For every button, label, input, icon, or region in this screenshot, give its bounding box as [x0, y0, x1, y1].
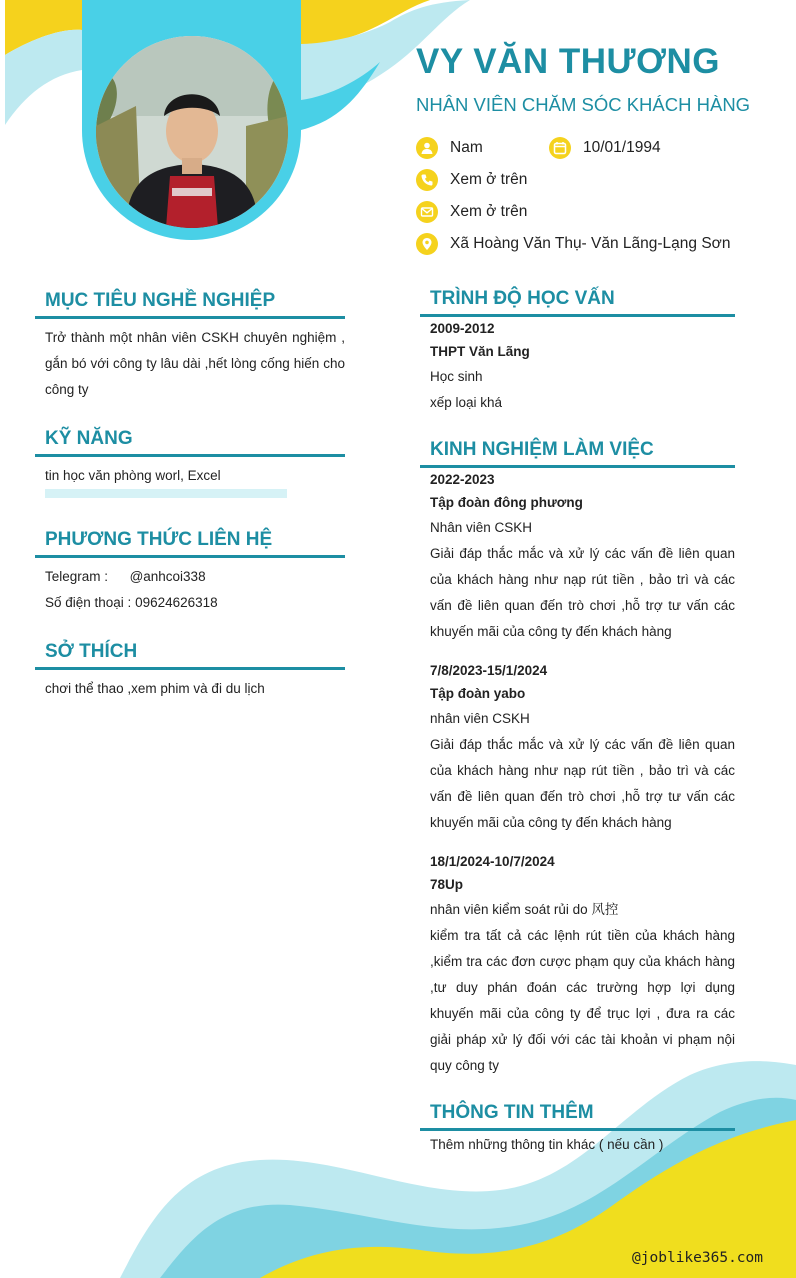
job-period: 2022-2023 — [430, 472, 495, 487]
profile-photo — [96, 36, 288, 228]
hobbies-rule — [35, 667, 345, 670]
job-period: 18/1/2024-10/7/2024 — [430, 854, 555, 869]
skills-title: KỸ NĂNG — [45, 428, 133, 449]
objective-rule — [35, 316, 345, 319]
address-row — [416, 233, 730, 255]
birthday-value: 10/01/1994 — [583, 139, 661, 156]
gender-row — [416, 137, 483, 159]
address-value: Xã Hoàng Văn Thụ- Văn Lãng-Lạng Sơn — [450, 235, 731, 252]
phone-icon — [416, 169, 438, 191]
extra-title: THÔNG TIN THÊM — [430, 1102, 594, 1123]
skill-item: tin học văn phòng worl, Excel — [45, 468, 221, 483]
job-position: nhân viên kiểm soát rủi do 风控 — [430, 902, 619, 917]
job-period: 7/8/2023-15/1/2024 — [430, 663, 548, 678]
email-row — [416, 201, 527, 223]
contact-rule — [35, 555, 345, 558]
objective-title: MỤC TIÊU NGHỀ NGHIỆP — [45, 290, 276, 311]
extra-text: Thêm những thông tin khác ( nếu cần ) — [430, 1137, 664, 1152]
education-role: Học sinh — [430, 369, 483, 384]
objective-text: Trở thành một nhân viên CSKH chuyên nghiệm , gắn bó với công ty lâu dài ,hết lòng cống hiến cho công ty — [45, 330, 345, 397]
experience-title: KINH NGHIỆM LÀM VIỆC — [430, 439, 654, 460]
education-school: THPT Văn Lãng — [430, 344, 530, 359]
phone-line: Số điện thoại : 09624626318 — [45, 595, 218, 610]
gender-value: Nam — [450, 139, 483, 156]
job-company: 78Up — [430, 877, 464, 892]
birthday-row — [549, 137, 661, 159]
telegram-value: @anhcoi338 — [129, 569, 206, 584]
education-note: xếp loại khá — [430, 395, 503, 410]
telegram-line — [45, 564, 345, 590]
phone-row — [416, 169, 527, 191]
job-company: Tập đoàn yabo — [430, 686, 526, 701]
email-value: Xem ở trên — [450, 203, 528, 220]
extra-rule — [420, 1128, 735, 1131]
profile-photo-image — [96, 36, 288, 228]
calendar-icon — [549, 137, 571, 159]
job-description: Giải đáp thắc mắc và xử lý các vấn đề liên quan của khách hàng như nạp rút tiền , bảo trì và các vấn đề liên quan đến trò chơi ,hỗ trợ tư vấn các khuyến mãi của công ty đến khách hàng — [430, 546, 735, 639]
skills-rule — [35, 454, 345, 457]
job-position: Nhân viên CSKH — [430, 520, 533, 535]
job-position: nhân viên CSKH — [430, 711, 530, 726]
education-title: TRÌNH ĐỘ HỌC VẤN — [430, 288, 615, 309]
location-pin-icon — [416, 233, 438, 255]
mail-icon — [416, 201, 438, 223]
education-period: 2009-2012 — [430, 321, 495, 336]
hobbies-title: SỞ THÍCH — [45, 641, 138, 662]
footer-tag: @joblike365.com — [632, 1250, 763, 1266]
skill-level-bar — [45, 489, 287, 498]
job-company: Tập đoàn đông phương — [430, 495, 583, 510]
user-icon — [416, 137, 438, 159]
candidate-name: VY VĂN THƯƠNG — [416, 42, 720, 81]
job-description: Giải đáp thắc mắc và xử lý các vấn đề liên quan của khách hàng như nạp rút tiền , bảo trì và các vấn đề liên quan đến trò chơi ,hỗ trợ tư vấn các khuyến mãi của công ty đến khách hàng — [430, 737, 735, 830]
telegram-label: Telegram : — [45, 569, 109, 584]
hobbies-text: chơi thể thao ,xem phim và đi du lịch — [45, 681, 265, 696]
job-description: kiểm tra tất cả các lệnh rút tiền của khách hàng ,kiểm tra các đơn cược phạm quy của khách hàng ,tư duy phán đoán các trường hợp lợi dụng khuyến mãi của công ty để trục lợi , đưa ra các giải pháp xử lý đối với các tài khoản vi phạm nội quy công ty — [430, 928, 735, 1073]
job-title: NHÂN VIÊN CHĂM SÓC KHÁCH HÀNG — [416, 94, 751, 115]
phone-value: Xem ở trên — [450, 171, 528, 188]
contact-title: PHƯƠNG THỨC LIÊN HỆ — [45, 529, 273, 550]
